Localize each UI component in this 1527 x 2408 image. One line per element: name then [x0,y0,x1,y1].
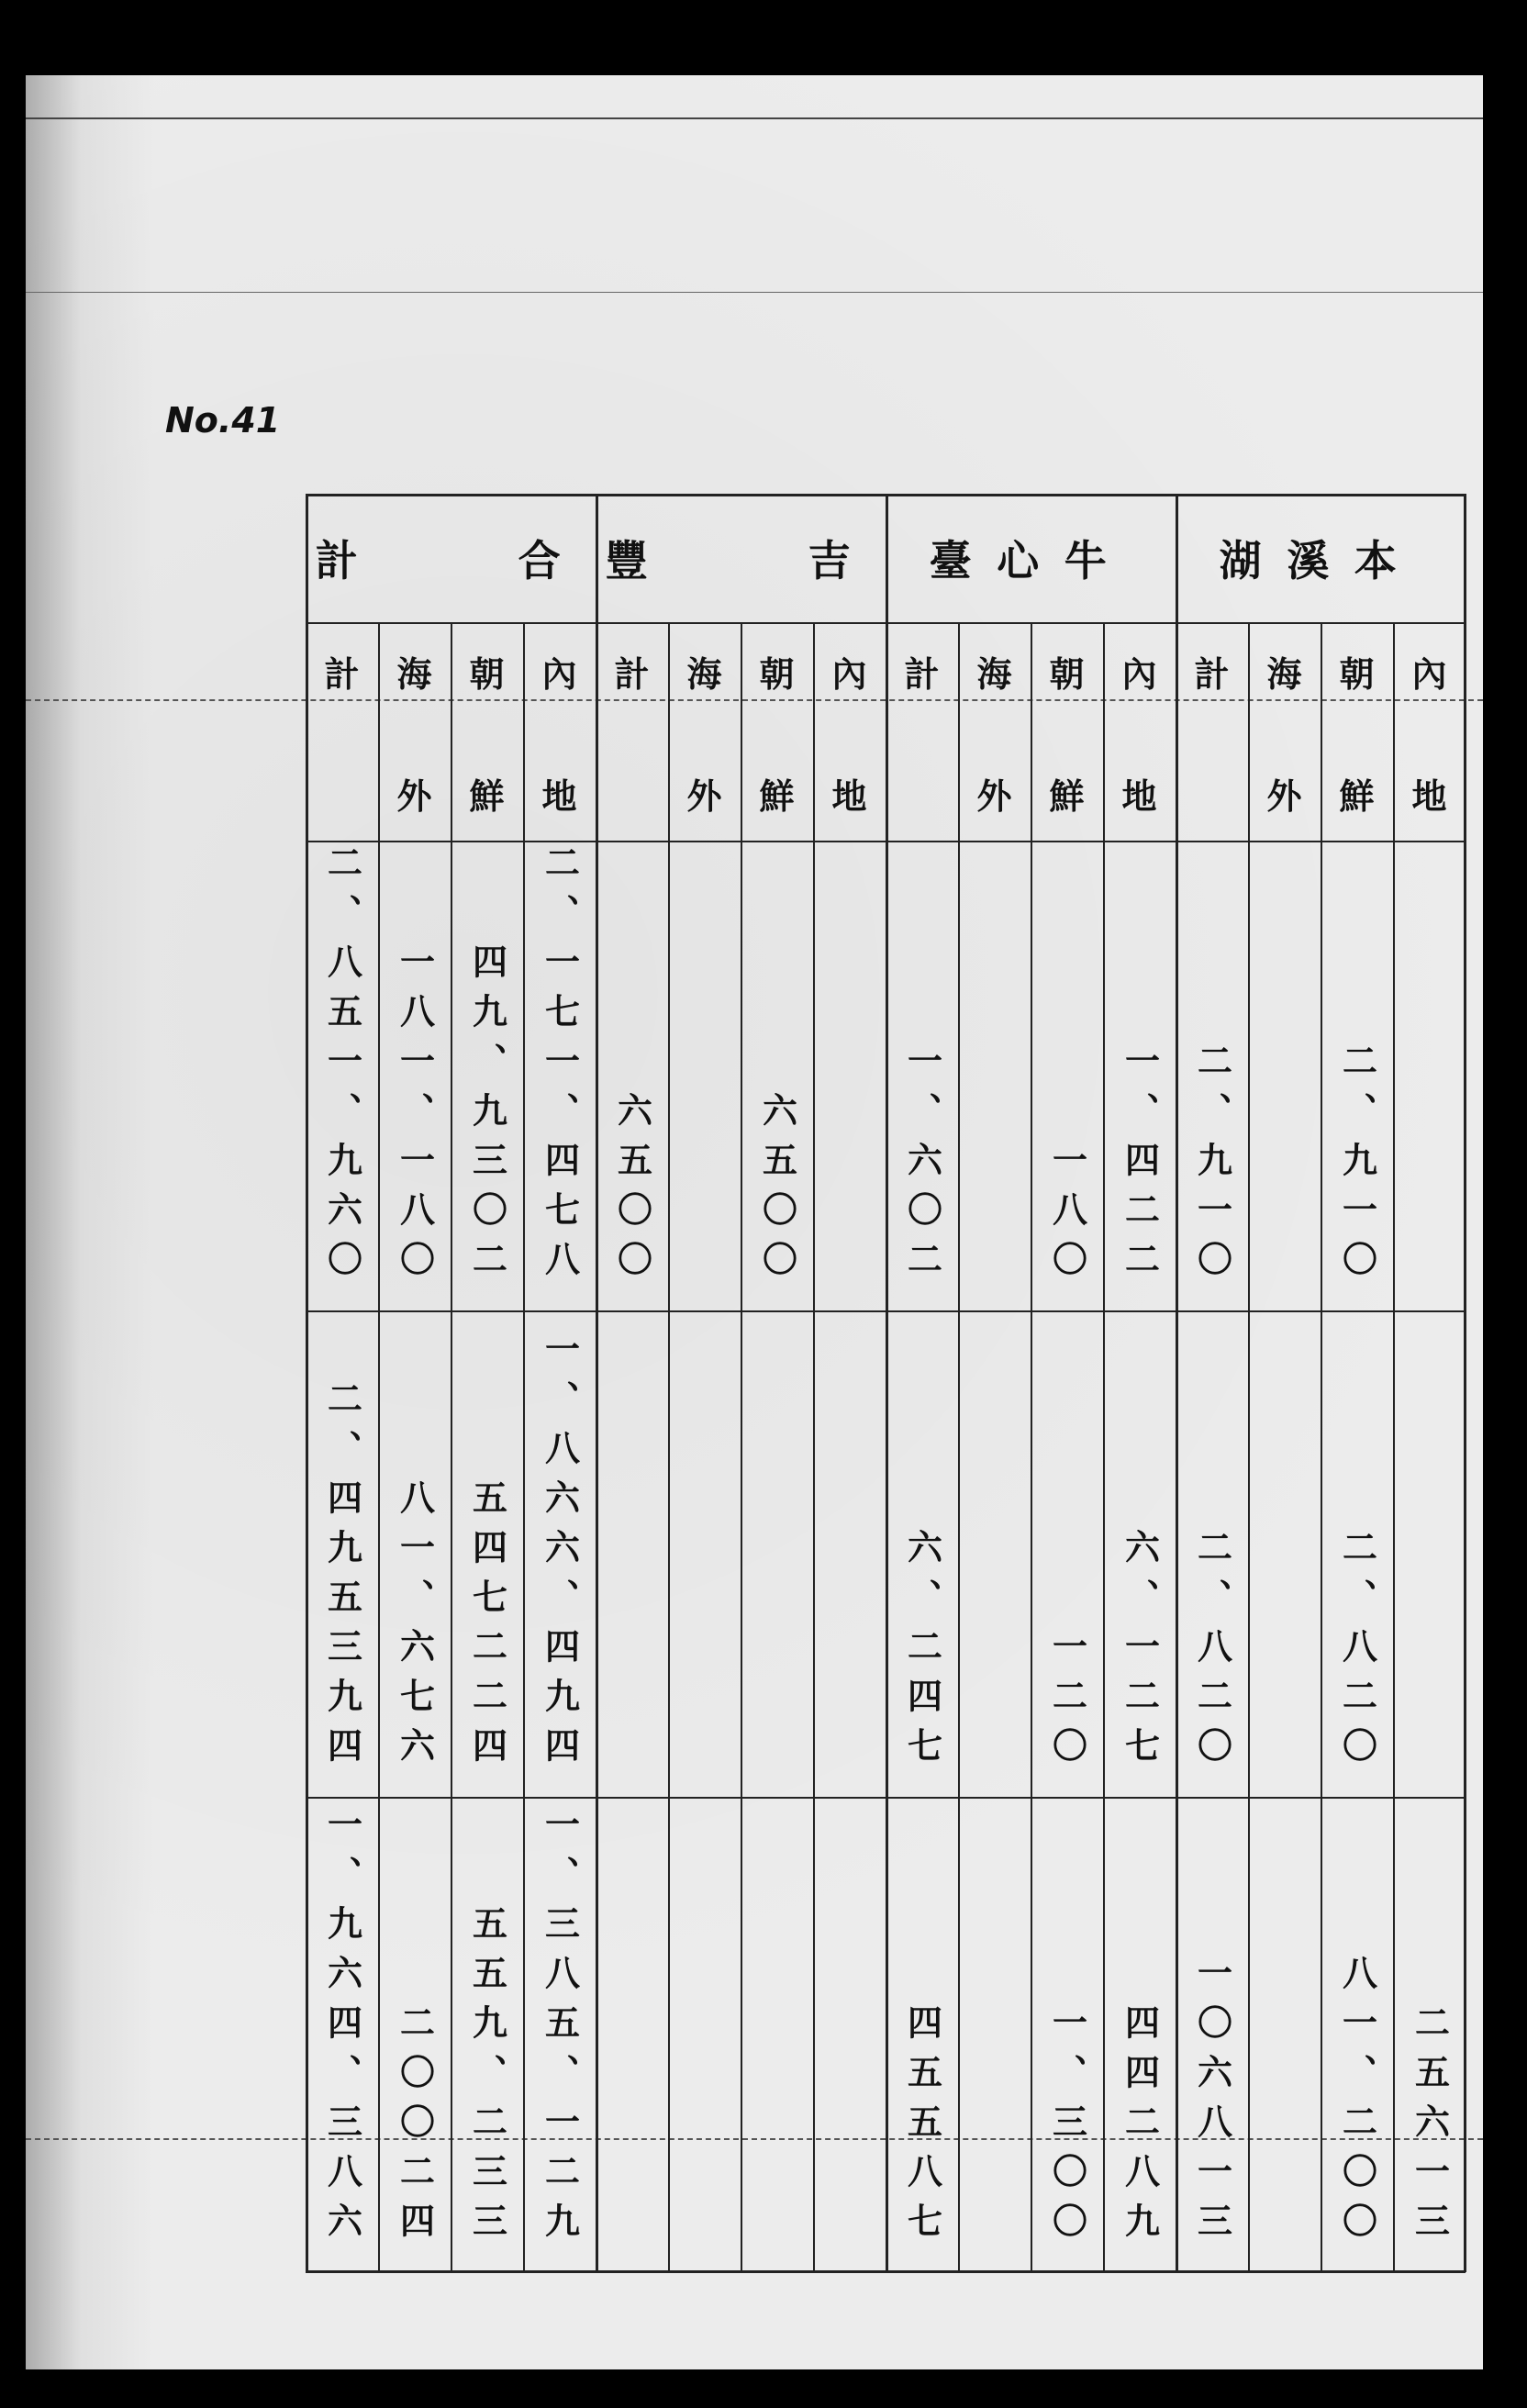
column-header-bottom: 鮮 [469,775,505,817]
table-cell [1248,1797,1321,2272]
cell-value: 五五九、二三三 [466,1905,508,2252]
table-cell [1393,1310,1466,1797]
column-header-top: 海 [1266,653,1302,695]
table-cell [523,1797,596,2272]
table-cell [523,1310,596,1797]
column-header-bottom: 地 [541,775,577,817]
cell-value: 五四七二二四 [466,1479,508,1777]
table-cell [813,1797,886,2272]
cell-value: 一八〇 [1046,1142,1088,1290]
column-header [451,622,523,841]
table-cell [813,1310,886,1797]
column-header [1248,622,1321,841]
cell-value: 四五五八七 [901,2004,943,2252]
table-cell [596,841,668,1310]
table-cell [813,841,886,1310]
cell-value: 八一、二〇〇 [1336,1955,1378,2252]
cell-value: 二、四九五三九四 [321,1380,363,1777]
column-header-bottom: 外 [1266,775,1302,817]
column-header [1321,622,1393,841]
column-header-bottom: 鮮 [759,775,795,817]
cell-value: 四九、九三〇二 [466,943,508,1290]
column-header-top: 海 [686,653,722,695]
cell-value: 一、四二二 [1119,1042,1161,1290]
cell-value: 二、八五一、九六〇 [321,844,363,1290]
cell-value: 二〇〇二四 [394,2004,436,2252]
column-header [523,622,596,841]
column-header [741,622,813,841]
table-cell [668,1797,741,2272]
table-cell [378,1310,451,1797]
column-header-bottom: 外 [686,775,722,817]
column-header-bottom: 地 [831,775,867,817]
table-cell [523,841,596,1310]
table-cell [596,1797,668,2272]
cell-value: 一二〇 [1046,1628,1088,1777]
column-header-bottom: 地 [1411,775,1447,817]
cell-value: 六、一二七 [1119,1529,1161,1777]
table-cell [741,1310,813,1797]
table-cell [1248,841,1321,1310]
table-cell [306,1797,378,2272]
table-cell [1176,1797,1248,2272]
column-header-top: 內 [541,653,577,695]
cell-value: 二、一七一、四七八 [539,844,581,1290]
region-name: 臺心牛 [929,536,1132,585]
cell-value: 一、六〇二 [901,1042,943,1290]
population-table [306,494,1466,2272]
table-cell [1031,1310,1103,1797]
column-header-bottom: 外 [976,775,1012,817]
ruled-line [26,292,1483,293]
table-cell [1321,1797,1393,2272]
table-cell [886,1310,958,1797]
region-header [596,494,886,622]
cell-value: 八一、六七六 [394,1479,436,1777]
table-cell [1103,1797,1176,2272]
table-cell [1393,1797,1466,2272]
table-cell [886,841,958,1310]
column-header-top: 內 [1121,653,1157,695]
table-cell [958,841,1031,1310]
cell-value: 一、八六六、四九四 [539,1331,581,1777]
column-header [813,622,886,841]
column-header-top: 朝 [1339,653,1375,695]
column-header-top: 朝 [1049,653,1085,695]
cell-value: 二、八二〇 [1191,1529,1233,1777]
cell-value: 一、三〇〇 [1046,2004,1088,2252]
column-header [958,622,1031,841]
column-header [1393,622,1466,841]
region-header [886,494,1176,622]
table-cell [1176,1310,1248,1797]
table-cell [958,1310,1031,1797]
table-cell [741,841,813,1310]
table-cell [1321,1310,1393,1797]
table-cell [886,1797,958,2272]
table-cell [1176,841,1248,1310]
table-cell [1103,841,1176,1310]
table-cell [1321,841,1393,1310]
column-header-top: 計 [904,653,940,695]
page-number: No.41 [165,400,281,440]
column-header-top: 計 [1194,653,1230,695]
column-header [886,622,958,841]
table-cell [451,1310,523,1797]
column-header-bottom: 鮮 [1049,775,1085,817]
table-cell [741,1797,813,2272]
column-header [1031,622,1103,841]
cell-value: 六五〇〇 [611,1092,653,1290]
table-cell [668,841,741,1310]
region-name: 豐 吉 [605,536,876,585]
table-cell [451,1797,523,2272]
cell-value: 一、三八五、一二九 [539,1806,581,2252]
cell-value: 二、八二〇 [1336,1529,1378,1777]
column-header-top: 內 [1411,653,1447,695]
column-header-top: 海 [396,653,432,695]
cell-value: 六、二四七 [901,1529,943,1777]
column-header [668,622,741,841]
table-cell [306,1310,378,1797]
table-cell [958,1797,1031,2272]
column-header [306,622,378,841]
region-header [306,494,596,622]
table-cell [1248,1310,1321,1797]
table-cell [668,1310,741,1797]
region-header [1176,494,1466,622]
column-header [1176,622,1248,841]
region-name: 計 合 [315,536,586,585]
ruled-line [26,117,1483,119]
cell-value: 六五〇〇 [756,1092,798,1290]
table-cell [1031,1797,1103,2272]
table-cell [1393,841,1466,1310]
table-cell [378,1797,451,2272]
cell-value: 一〇六八一三 [1191,1955,1233,2252]
column-header-top: 朝 [759,653,795,695]
cell-value: 二五六一三 [1409,2004,1451,2252]
table-cell [1103,1310,1176,1797]
column-header [1103,622,1176,841]
column-header [378,622,451,841]
table-cell [451,841,523,1310]
column-header-top: 海 [976,653,1012,695]
column-header-top: 計 [324,653,360,695]
cell-value: 四四二八九 [1119,2004,1161,2252]
table-cell [596,1310,668,1797]
cell-value: 一八一、一八〇 [394,943,436,1290]
table-cell [306,841,378,1310]
column-header [596,622,668,841]
column-header-bottom: 鮮 [1339,775,1375,817]
column-header-top: 內 [831,653,867,695]
table-cell [1031,841,1103,1310]
column-header-bottom: 地 [1121,775,1157,817]
column-header-top: 朝 [469,653,505,695]
cell-value: 一、九六四、三八六 [321,1806,363,2252]
table-cell [378,841,451,1310]
region-name: 湖溪本 [1219,536,1422,585]
column-header-top: 計 [614,653,650,695]
cell-value: 二、九一〇 [1336,1042,1378,1290]
column-header-bottom: 外 [396,775,432,817]
cell-value: 二、九一〇 [1191,1042,1233,1290]
